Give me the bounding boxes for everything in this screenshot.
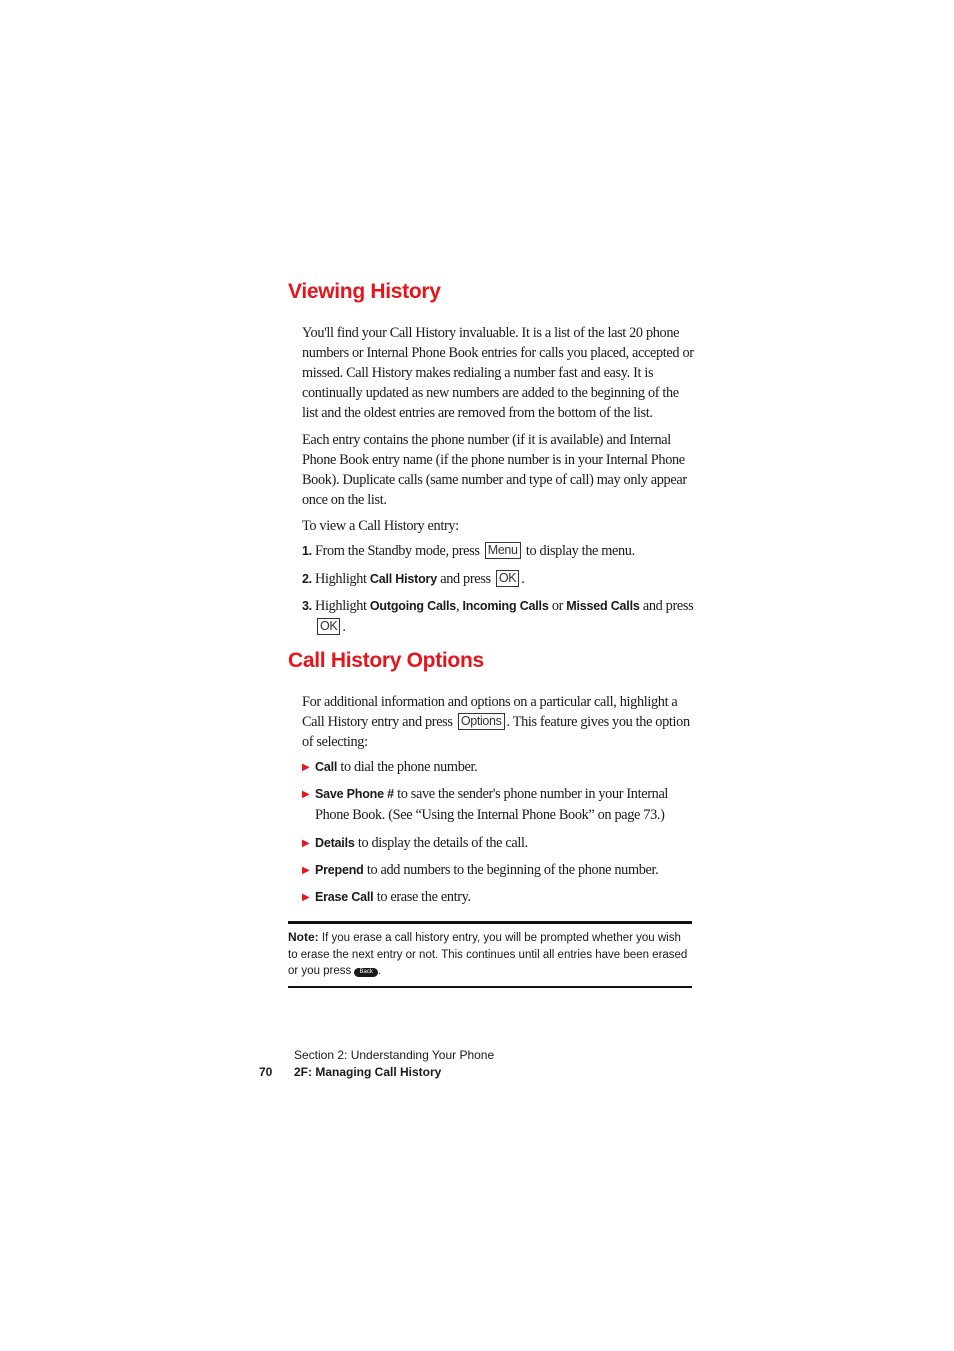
note-label: Note: [288, 930, 319, 944]
step-2 [302, 569, 694, 590]
option-term: Call [315, 760, 338, 774]
paragraph-options-intro [302, 692, 694, 752]
step-text: and press [642, 598, 694, 614]
paragraph-entry-contents: Each entry contains the phone number (if it is available) and Internal Phone Book entry name (if the phone number is in your Internal Phone Book). Duplicate calls (same number and type of call) may only appear once on the list. [302, 432, 687, 508]
list-item [302, 784, 694, 826]
list-item [302, 833, 694, 854]
option-term: Save Phone # [315, 787, 394, 801]
right-triangle-icon: ▶ [302, 892, 310, 903]
right-triangle-icon: ▶ [302, 838, 310, 849]
step-text: Highlight [315, 571, 367, 587]
option-description: to erase the entry. [376, 889, 471, 905]
list-item [302, 887, 694, 908]
list-item [302, 860, 694, 881]
step-1 [302, 541, 694, 562]
step-punct: . [342, 619, 346, 635]
option-description: to display the details of the call. [357, 835, 528, 851]
step-punct: , [456, 598, 460, 614]
step-text: From the Standby mode, press [315, 543, 480, 559]
right-triangle-icon: ▶ [302, 789, 310, 800]
right-triangle-icon: ▶ [302, 865, 310, 876]
menu-term: Incoming Calls [462, 599, 549, 613]
step-text: Highlight [315, 598, 367, 614]
note-body: If you erase a call history entry, you will be prompted whether you wish to erase the next entry or not. This continues until all entries have been erased or you press [288, 932, 688, 977]
paragraph-text: . This feature gives you the option of selecting: [302, 714, 690, 750]
step-3 [302, 596, 694, 638]
page-number: 70 [259, 1065, 273, 1079]
option-description: to add numbers to the beginning of the phone number. [366, 862, 659, 878]
menu-term: Outgoing Calls [369, 599, 456, 613]
note-text [288, 929, 692, 980]
menu-key: Menu [485, 542, 521, 559]
option-term: Details [315, 836, 355, 850]
note-box [288, 921, 692, 988]
menu-term: Call History [369, 572, 437, 586]
step-punct: . [521, 571, 525, 587]
right-triangle-icon: ▶ [302, 762, 310, 773]
step-number: 2. [302, 572, 312, 586]
step-text: to display the menu. [525, 543, 635, 559]
menu-term: Missed Calls [566, 599, 640, 613]
list-item [302, 757, 694, 778]
option-term: Erase Call [315, 890, 374, 904]
paragraph-intro: You'll find your Call History invaluable. It is a list of the last 20 phone numbers or Internal Phone Book entries for calls you placed, accepted or missed. Call History makes redialing a number fast and easy. It is continually updated as new numbers are added to the beginning of the list and the oldest entries are removed from the bottom of the list. [302, 325, 694, 421]
options-key: Options [458, 713, 505, 730]
step-number: 3. [302, 599, 312, 613]
step-number: 1. [302, 544, 312, 558]
paragraph-view-intro: To view a Call History entry: [302, 518, 459, 534]
option-description: to dial the phone number. [340, 759, 478, 775]
section-title-call-history-options: Call History Options [288, 649, 484, 672]
step-text: or [551, 598, 564, 614]
section-title-viewing-history: Viewing History [288, 280, 441, 303]
option-term: Prepend [315, 863, 364, 877]
paragraph-text: For additional information and options on a particular call, highlight a Call History entry and press [302, 694, 678, 730]
ok-key: OK [496, 570, 519, 587]
footer-section: Section 2: Understanding Your Phone [294, 1048, 495, 1062]
back-key-icon: Back [354, 968, 377, 977]
option-description: to save the sender's phone number in your Internal Phone Book. (See “Using the Internal Phone Book” on page 73.) [315, 786, 669, 823]
note-punct: . [377, 965, 382, 977]
footer-chapter: 2F: Managing Call History [294, 1065, 442, 1079]
ok-key: OK [317, 618, 340, 635]
step-text: and press [440, 571, 491, 587]
